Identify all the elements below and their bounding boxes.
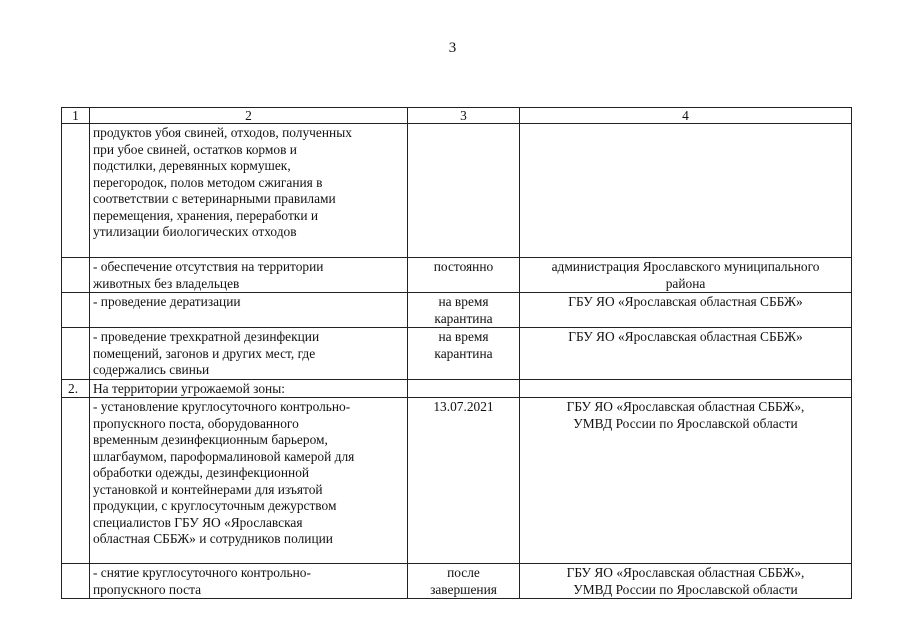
row-number: [62, 293, 90, 328]
term-text: [408, 124, 520, 258]
term-text: [408, 379, 520, 398]
measure-text: - проведение трехкратной дезинфекции помещений, загонов и других мест, где содержались свиньи: [90, 328, 408, 380]
table-row: [62, 398, 852, 564]
row-number: [62, 398, 90, 564]
table-row: [62, 293, 852, 328]
row-number: [62, 258, 90, 293]
term-text: на время карантина: [408, 328, 520, 380]
responsible-text: ГБУ ЯО «Ярославская областная СББЖ»: [520, 328, 852, 380]
header-cell-1: 1: [62, 108, 90, 124]
term-text: постоянно: [408, 258, 520, 293]
row-number: [62, 124, 90, 258]
table-row: [62, 379, 852, 398]
page-number: 3: [448, 40, 457, 56]
table-row: [62, 124, 852, 258]
responsible-text: ГБУ ЯО «Ярославская областная СББЖ», УМВД России по Ярославской области: [520, 398, 852, 564]
responsible-text: [520, 379, 852, 398]
responsible-text: ГБУ ЯО «Ярославская областная СББЖ», УМВД России по Ярославской области: [520, 564, 852, 599]
measure-text: - проведение дератизации: [90, 293, 408, 328]
table-row: [62, 258, 852, 293]
measure-text: - снятие круглосуточного контрольно- пропускного поста: [90, 564, 408, 599]
measure-text: - установление круглосуточного контрольно- пропускного поста, оборудованного временным дезинфекционным барьером, шлагбаумом, пароформалиновой камерой для обработки одежды, дезинфекционной установкой и контейнерами для изъятой продукции, с круглосуточным дежурством специалистов ГБУ ЯО «Ярославская областная СББЖ» и сотрудников полиции: [90, 398, 408, 564]
term-text: 13.07.2021: [408, 398, 520, 564]
header-cell-2: 2: [90, 108, 408, 124]
row-number: [62, 564, 90, 599]
row-number: 2.: [62, 379, 90, 398]
term-text: после завершения: [408, 564, 520, 599]
term-text: на время карантина: [408, 293, 520, 328]
header-cell-3: 3: [408, 108, 520, 124]
table-row: [62, 328, 852, 380]
table-row: [62, 564, 852, 599]
table-header-row: [62, 108, 852, 124]
header-cell-4: 4: [520, 108, 852, 124]
measures-table: [61, 107, 852, 599]
measure-text: продуктов убоя свиней, отходов, полученных при убое свиней, остатков кормов и подстилки, деревянных кормушек, перегородок, полов методом сжигания в соответствии с ветеринарными правилами перемещения, хранения, переработки и утилизации биологических отходов: [90, 124, 408, 258]
responsible-text: ГБУ ЯО «Ярославская областная СББЖ»: [520, 293, 852, 328]
section-heading: На территории угрожаемой зоны:: [90, 379, 408, 398]
responsible-text: [520, 124, 852, 258]
responsible-text: администрация Ярославского муниципального района: [520, 258, 852, 293]
row-number: [62, 328, 90, 380]
measure-text: - обеспечение отсутствия на территории животных без владельцев: [90, 258, 408, 293]
